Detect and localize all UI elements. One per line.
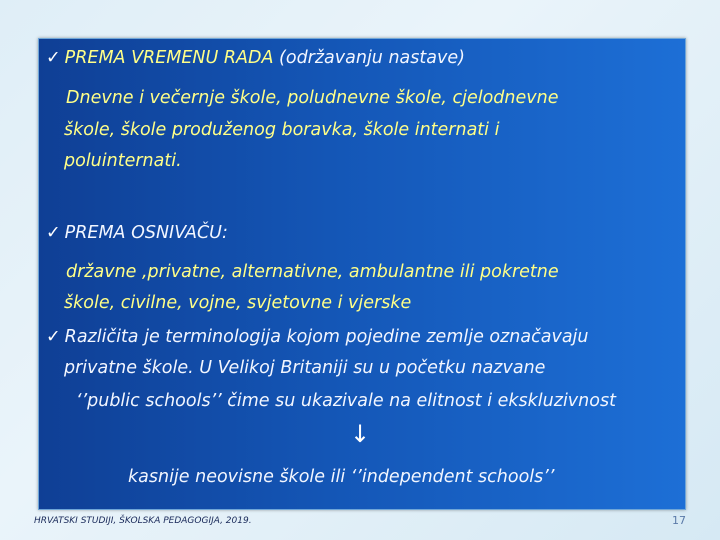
text-line: privatne škole. U Velikoj Britaniji su u početku nazvane xyxy=(64,358,546,378)
footer-text: HRVATSKI STUDIJI, ŠKOLSKA PEDAGOGIJA, 2019. xyxy=(34,516,252,526)
heading-tail: (održavanju nastave) xyxy=(273,48,465,68)
page-number: 17 xyxy=(672,514,686,527)
text-line: Dnevne i večernje škole, poludnevne škole, cjelodnevne xyxy=(66,88,559,108)
heading-label: PREMA OSNIVAČU: xyxy=(64,223,228,243)
heading-osnivacu xyxy=(46,222,228,244)
down-arrow-icon: ↓ xyxy=(350,420,371,448)
text-line: ‘’public schools’’ čime su ukazivale na elitnost i ekskluzivnost xyxy=(76,391,616,411)
checkmark-icon: ✓ xyxy=(46,327,61,347)
terminology-line xyxy=(46,326,589,348)
checkmark-icon: ✓ xyxy=(46,48,61,68)
heading-label: PREMA VREMENU RADA xyxy=(64,48,274,68)
text-line: škole, škole produženog boravka, škole internati i xyxy=(64,120,500,140)
text-line: državne ,privatne, alternativne, ambulantne ili pokretne xyxy=(66,262,559,282)
text-line: kasnije neovisne škole ili ‘’independent schools’’ xyxy=(128,467,555,487)
text-line: škole, civilne, vojne, svjetovne i vjerske xyxy=(64,293,412,313)
checkmark-icon: ✓ xyxy=(46,223,61,243)
text-line: Različita je terminologija kojom pojedine zemlje označavaju xyxy=(64,327,589,347)
heading-vremenu-rada xyxy=(46,47,465,69)
text-line: poluinternati. xyxy=(64,151,182,171)
